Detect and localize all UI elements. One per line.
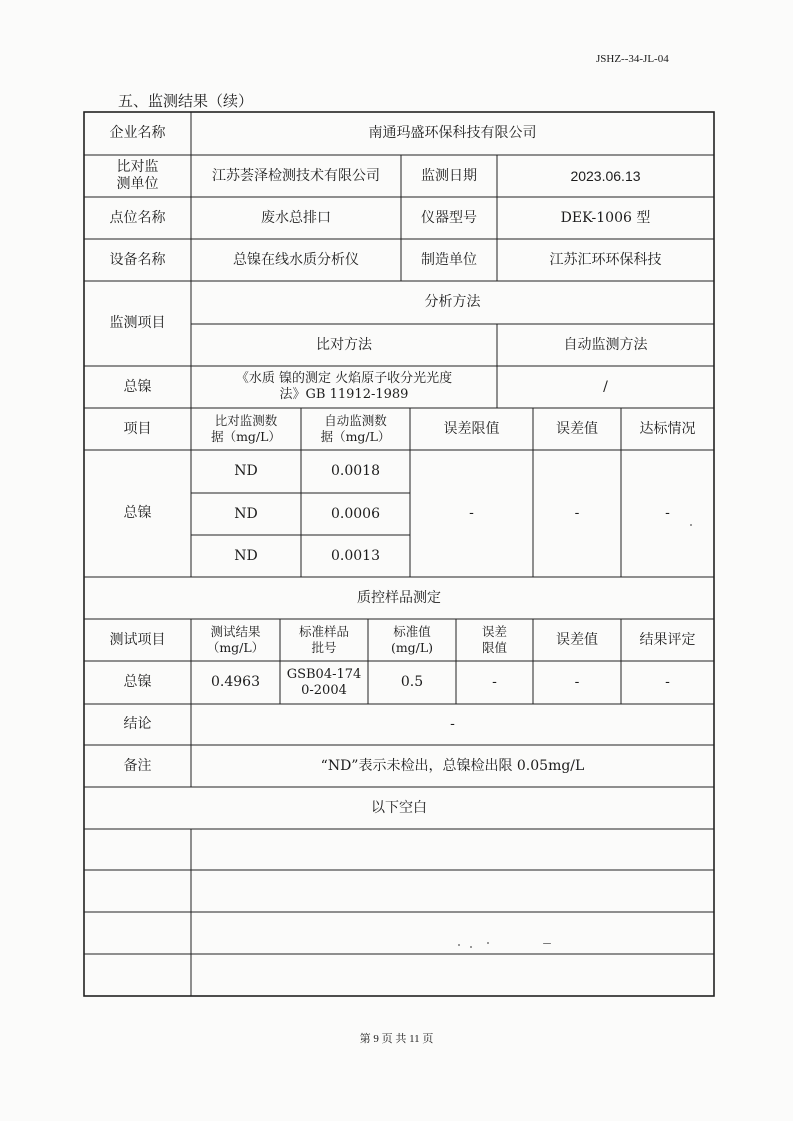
conclusion-value: - — [450, 716, 455, 732]
compare-unit-label — [84, 155, 191, 197]
date-value: 2023.06.13 — [570, 167, 641, 184]
results-row-3-compare: ND — [234, 547, 258, 564]
qc-col-eval: 结果评定 — [639, 631, 696, 648]
results-col-error: 误差值 — [556, 420, 598, 437]
qc-col-std-line2: (mg/L) — [390, 640, 434, 655]
compare-method-value-line2: 法》GB 11912-1989 — [279, 387, 409, 402]
analysis-method-header: 分析方法 — [424, 294, 481, 310]
qc-batch-line2: 0-2004 — [301, 682, 347, 698]
qc-col-result — [191, 619, 280, 661]
scan-speck — [458, 944, 460, 946]
company-label: 企业名称 — [109, 125, 166, 141]
model-label: 仪器型号 — [421, 209, 477, 226]
qc-col-batch-line1: 标准样品 — [298, 624, 349, 639]
results-col-status: 达标情况 — [639, 420, 696, 437]
remark-value: “ND”表示未检出，总镍检出限 0.05mg/L — [320, 757, 585, 774]
qc-error: - — [574, 674, 580, 690]
qc-col-batch — [280, 619, 368, 661]
scan-speck — [543, 943, 551, 944]
results-row-1-compare: ND — [234, 463, 258, 479]
results-col-limit: 误差限值 — [443, 420, 500, 437]
results-row-2-auto: 0.0006 — [331, 505, 380, 522]
document-code: JSHZ--34-JL-04 — [596, 53, 669, 65]
qc-col-item: 测试项目 — [109, 631, 166, 648]
qc-batch — [280, 661, 368, 704]
device-value: 总镍在线水质分析仪 — [233, 251, 359, 268]
blank-below-note: 以下空白 — [371, 799, 427, 816]
point-value: 废水总排口 — [261, 209, 331, 226]
qc-batch-line1: GSB04-174 — [286, 666, 362, 682]
results-col-item: 项目 — [123, 420, 152, 437]
qc-col-limit-line1: 误差 — [481, 624, 507, 639]
compare-unit-label-line2: 测单位 — [116, 176, 159, 192]
qc-col-result-line1: 测试结果 — [210, 624, 261, 639]
model-value: DEK-1006 型 — [560, 209, 651, 226]
qc-col-limit-line2: 限值 — [481, 640, 507, 655]
compare-unit-label-line1: 比对监 — [116, 159, 159, 175]
results-error-value: - — [574, 505, 580, 521]
page-number: 第 9 页 共 11 页 — [359, 1033, 434, 1045]
results-col-compare — [191, 408, 301, 450]
results-row-3-auto: 0.0013 — [331, 547, 380, 564]
results-item: 总镍 — [123, 505, 152, 521]
remark-label: 备注 — [123, 757, 152, 774]
compare-method-value-line1: 《水质 镍的测定 火焰原子收分光光度 — [235, 371, 453, 386]
auto-method-value: / — [603, 378, 608, 395]
qc-col-error: 误差值 — [556, 631, 598, 648]
device-label: 设备名称 — [109, 251, 166, 268]
qc-std: 0.5 — [400, 674, 424, 690]
results-col-auto-line2: 据（mg/L） — [320, 429, 391, 444]
conclusion-label: 结论 — [123, 716, 152, 732]
qc-col-limit — [456, 619, 533, 661]
qc-result: 0.4963 — [211, 674, 260, 690]
monitor-item-label: 监测项目 — [109, 315, 166, 331]
compare-method-header: 比对方法 — [316, 336, 372, 353]
qc-col-batch-line2: 批号 — [311, 640, 337, 655]
method-ni-label: 总镍 — [123, 378, 152, 395]
qc-limit: - — [492, 674, 497, 690]
section-title: 五、监测结果（续） — [118, 92, 254, 110]
compare-unit-value: 江苏荟泽检测技术有限公司 — [212, 167, 380, 184]
results-status-value: - — [665, 505, 670, 521]
scan-speck — [470, 946, 472, 948]
compare-method-value — [191, 366, 497, 408]
maker-value: 江苏汇环环保科技 — [549, 251, 662, 268]
results-row-2-compare: ND — [234, 505, 258, 522]
qc-col-std — [368, 619, 456, 661]
point-label: 点位名称 — [109, 209, 166, 226]
qc-col-result-line2: （mg/L） — [206, 640, 265, 655]
qc-title: 质控样品测定 — [357, 589, 441, 606]
auto-method-header: 自动监测方法 — [563, 336, 648, 353]
company-value: 南通玛盛环保科技有限公司 — [368, 125, 537, 141]
results-col-auto — [301, 408, 410, 450]
date-label: 监测日期 — [421, 167, 477, 184]
qc-eval: - — [665, 674, 670, 690]
results-limit-value: - — [469, 505, 474, 521]
results-col-compare-line2: 据（mg/L） — [211, 429, 281, 444]
maker-label: 制造单位 — [421, 251, 477, 268]
scan-speck — [690, 524, 692, 526]
qc-col-std-line1: 标准值 — [393, 624, 431, 639]
results-col-compare-line1: 比对监测数 — [214, 413, 278, 428]
results-col-auto-line1: 自动监测数 — [324, 413, 387, 428]
results-row-1-auto: 0.0018 — [331, 463, 380, 479]
scan-speck — [487, 942, 489, 944]
qc-item: 总镍 — [123, 674, 152, 690]
